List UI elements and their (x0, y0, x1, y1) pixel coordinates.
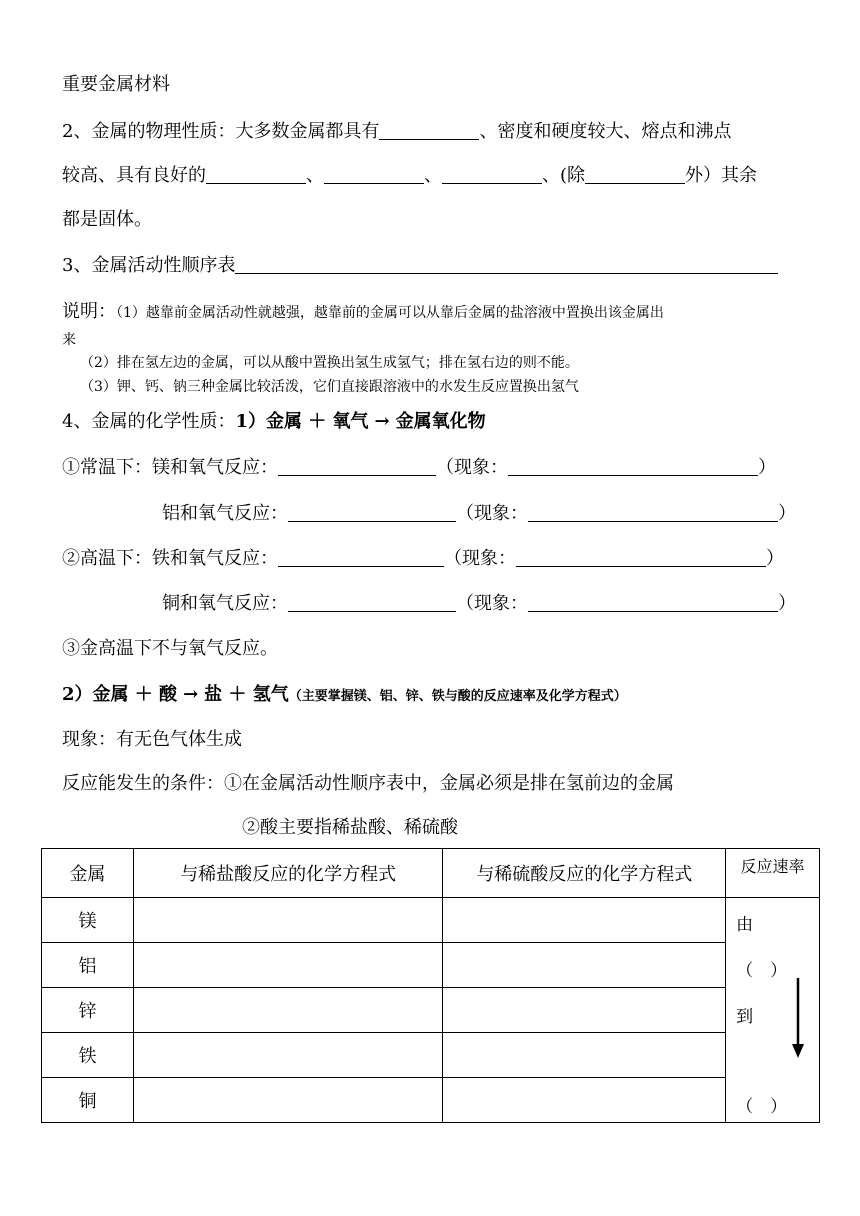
hcl-equation-cell[interactable] (133, 898, 443, 943)
answer-blank[interactable] (585, 165, 685, 184)
q4-title (62, 411, 486, 433)
phenomenon-open: （现象： (456, 503, 528, 524)
equation-blank[interactable] (278, 457, 436, 476)
hcl-equation-cell[interactable] (133, 943, 443, 988)
note-3: （3）钾、钙、钠三种金属比较活泼，它们直接跟溶液中的水发生反应置换出氢气 (80, 379, 579, 395)
q2-text: 2、金属的物理性质：大多数金属都具有 (62, 121, 380, 142)
equation-blank[interactable] (288, 593, 456, 612)
rate-to: 到 (736, 1007, 754, 1027)
q4-sub2 (62, 684, 627, 708)
q4-sub1-product: 金属氧化物 (395, 411, 486, 432)
q2-text: 、(除 (542, 165, 586, 186)
separator: 、 (306, 165, 324, 186)
phenomenon-blank[interactable] (528, 503, 778, 522)
metal-cell: 镁 (42, 898, 134, 943)
q2-line1 (62, 121, 731, 143)
header-metal: 金属 (42, 849, 134, 898)
note-2: （2）排在氢左边的金属，可以从酸中置换出氢生成氢气；排在氢右边的则不能。 (80, 355, 579, 371)
rate-from: 由 (736, 915, 754, 935)
equation-blank[interactable] (288, 503, 456, 522)
q2-line3: 都是固体。 (62, 209, 152, 230)
q4-sub2-products: 盐 ＋ 氢气 (204, 684, 289, 705)
answer-blank[interactable] (206, 165, 306, 184)
header-rate: 反应速率 (740, 857, 805, 876)
condition-line-1: 反应能发生的条件：①在金属活动性顺序表中，金属必须是排在氢前边的金属 (62, 773, 674, 794)
q3-note1-line (62, 301, 664, 323)
reaction-row-au: ③金高温下不与氧气反应。 (62, 638, 278, 659)
q2-text: 较高、具有良好的 (62, 165, 206, 186)
reaction-row-cu (162, 593, 796, 615)
note-1-cont: 来 (62, 332, 76, 348)
phenomenon-close: ） (766, 548, 784, 569)
answer-blank[interactable] (379, 121, 479, 140)
reaction-row-mg (62, 457, 776, 479)
h2so4-equation-cell[interactable] (443, 898, 726, 943)
separator: 、 (424, 165, 442, 186)
phenomenon-close: ） (758, 457, 776, 478)
rate-slowest-blank: （ ） (736, 1097, 788, 1117)
q2-text: 、密度和硬度较大、熔点和沸点 (479, 121, 732, 142)
header-h2so4-equation: 与稀硫酸反应的化学方程式 (443, 849, 726, 898)
metal-cell: 铜 (42, 1078, 134, 1123)
q4-sub2-reactants: 2）金属 ＋ 酸 (62, 684, 178, 705)
phenomenon-open: （现象： (436, 457, 508, 478)
h2so4-equation-cell[interactable] (443, 988, 726, 1033)
answer-blank[interactable] (235, 255, 778, 274)
table-row (42, 1033, 820, 1078)
hcl-equation-cell[interactable] (133, 1078, 443, 1123)
condition-label: ②高温下： (62, 548, 152, 569)
reaction-label: 铜和氧气反应： (162, 593, 288, 614)
metal-cell: 锌 (42, 988, 134, 1033)
hcl-equation-cell[interactable] (133, 988, 443, 1033)
condition-label: ①常温下： (62, 457, 152, 478)
condition-line-2: ②酸主要指稀盐酸、稀硫酸 (242, 817, 458, 838)
rate-cell[interactable] (726, 898, 820, 1123)
phenomenon-open: （现象： (444, 548, 516, 569)
rate-fastest-blank: （ ） (736, 961, 788, 981)
phenomenon-close: ） (778, 503, 796, 524)
down-arrow-icon (790, 978, 806, 1060)
right-arrow-icon: → (183, 684, 199, 705)
h2so4-equation-cell[interactable] (443, 1033, 726, 1078)
reaction-row-fe (62, 548, 784, 570)
table-row (42, 898, 820, 943)
q3-title-line (62, 255, 778, 277)
q2-text: 外）其余 (685, 165, 758, 186)
reaction-table (41, 848, 820, 1123)
q4-sub2-note: （主要掌握镁、铝、锌、铁与酸的反应速率及化学方程式） (288, 689, 627, 704)
metal-cell: 铁 (42, 1033, 134, 1078)
h2so4-equation-cell[interactable] (443, 943, 726, 988)
table-row (42, 943, 820, 988)
phenomenon-line: 现象：有无色气体生成 (62, 729, 242, 750)
answer-blank[interactable] (324, 165, 424, 184)
equation-blank[interactable] (278, 548, 444, 567)
phenomenon-blank[interactable] (516, 548, 766, 567)
hcl-equation-cell[interactable] (133, 1033, 443, 1078)
phenomenon-close: ） (778, 593, 796, 614)
section-heading: 重要金属材料 (62, 74, 170, 95)
q2-line2 (62, 165, 757, 187)
answer-blank[interactable] (442, 165, 542, 184)
reaction-row-al (162, 503, 796, 525)
header-rate-cell (726, 849, 820, 898)
q3-title: 3、金属活动性顺序表 (62, 255, 236, 276)
reaction-label: 铝和氧气反应： (162, 503, 288, 524)
reaction-label: 铁和氧气反应： (152, 548, 278, 569)
h2so4-equation-cell[interactable] (443, 1078, 726, 1123)
phenomenon-blank[interactable] (508, 457, 758, 476)
right-arrow-icon: → (374, 411, 390, 432)
table-row (42, 988, 820, 1033)
q4-title-text: 4、金属的化学性质： (62, 411, 236, 432)
phenomenon-open: （现象： (456, 593, 528, 614)
reaction-label: 镁和氧气反应： (152, 457, 278, 478)
table-header-row (42, 849, 820, 898)
note-1: （1）越靠前金属活动性就越强，越靠前的金属可以从靠后金属的盐溶液中置换出该金属出 (116, 305, 664, 321)
phenomenon-blank[interactable] (528, 593, 778, 612)
note-label: 说明： (62, 301, 116, 322)
metal-cell: 铝 (42, 943, 134, 988)
table-row (42, 1078, 820, 1123)
header-hcl-equation: 与稀盐酸反应的化学方程式 (133, 849, 443, 898)
q4-sub1: 1）金属 ＋ 氧气 (235, 411, 369, 432)
